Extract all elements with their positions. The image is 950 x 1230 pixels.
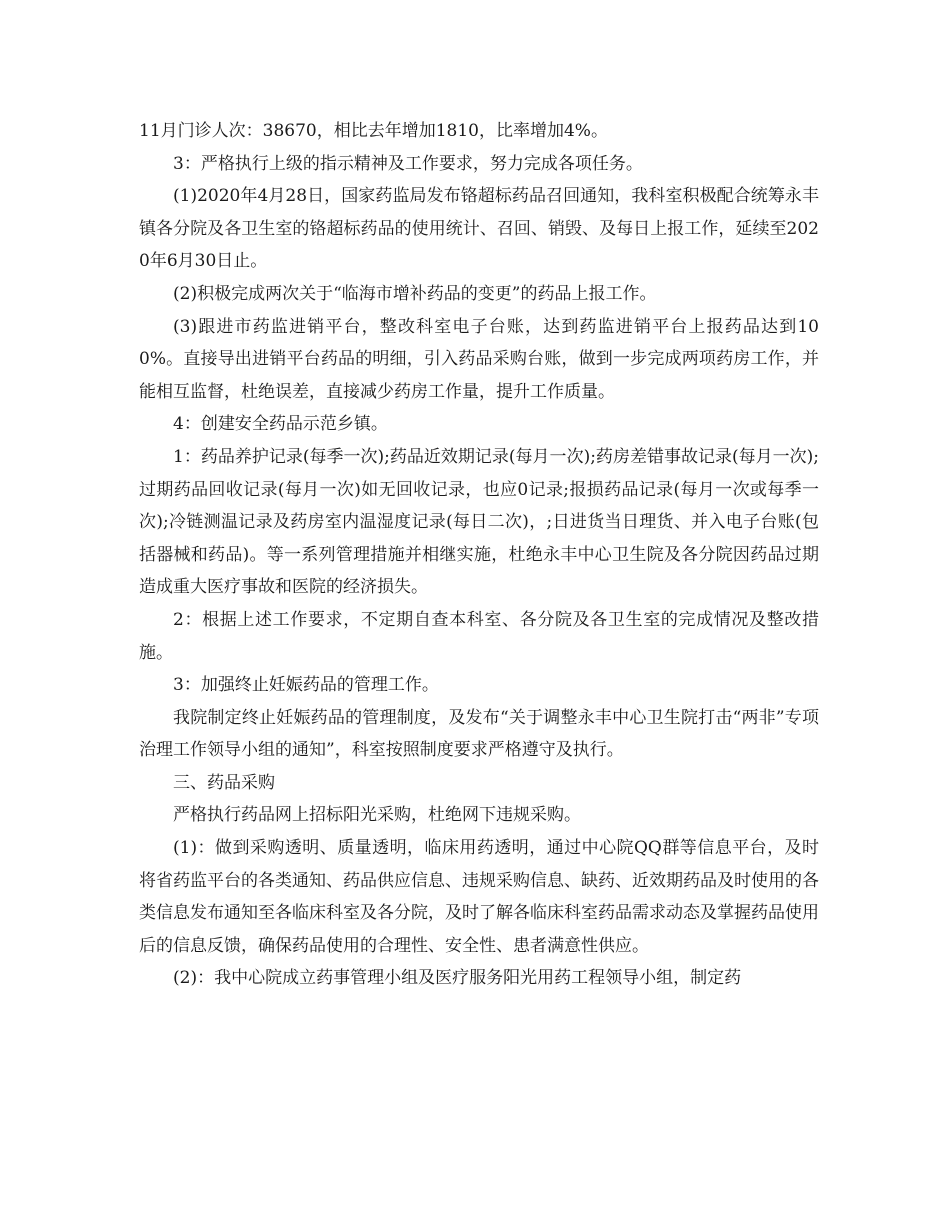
paragraph-management-group: (2)：我中心院成立药事管理小组及医疗服务阳光用药工程领导小组，制定药 bbox=[173, 968, 742, 989]
section-heading-procurement: 三、药品采购 bbox=[173, 772, 275, 793]
document-body bbox=[139, 115, 819, 995]
paragraph-management-system: 我院制定终止妊娠药品的管理制度，及发布“关于调整永丰中心卫生院打击“两非”专项治理工作领导小组的通知”，科室按照制度要求严格遵守及执行。 bbox=[139, 707, 819, 761]
paragraph-pregnancy-termination: 3：加强终止妊娠药品的管理工作。 bbox=[173, 675, 439, 696]
paragraph-self-inspection: 2：根据上述工作要求，不定期自查本科室、各分院及各卫生室的完成情况及整改措施。 bbox=[139, 609, 819, 663]
paragraph-transparency: (1)：做到采购透明、质量透明，临床用药透明，通过中心院QQ群等信息平台，及时将省药监平台的各类通知、药品供应信息、违规采购信息、缺药、近效期药品及时使用的各类信息发布通知至各临床科室及各分院，及时了解各临床科室药品需求动态及掌握药品使用后的信息反馈，确保药品使用的合理性、安全性、患者满意性供应。 bbox=[139, 838, 819, 956]
paragraph-item-3-instructions: 3：严格执行上级的指示精神及工作要求，努力完成各项任务。 bbox=[173, 153, 643, 174]
paragraph-item-4-safe-township: 4：创建安全药品示范乡镇。 bbox=[173, 414, 388, 435]
paragraph-outpatient-visits: 11月门诊人次：38670，相比去年增加1810，比率增加4%。 bbox=[139, 121, 608, 141]
paragraph-sales-platform: (3)跟进市药监进销平台，整改科室电子台账，达到药监进销平台上报药品达到100%。直接导出进销平台药品的明细，引入药品采购台账，做到一步完成两项药房工作，并能相互监督，杜绝误差，直接减少药房工作量，提升工作质量。 bbox=[139, 316, 819, 402]
paragraph-linhai-supplement: (2)积极完成两次关于“临海市增补药品的变更”的药品上报工作。 bbox=[173, 283, 657, 304]
paragraph-drug-records: 1：药品养护记录(每季一次);药品近效期记录(每月一次);药房差错事故记录(每月一次);过期药品回收记录(每月一次)如无回收记录，也应0记录;报损药品记录(每月一次或每季一次);冷链测温记录及药房室内温湿度记录(每日二次)，;日进货当日理货、并入电子台账(包括器械和药品)。等一系列管理措施并相继实施，杜绝永丰中心卫生院及各分院因药品过期造成重大医疗事故和医院的经济损失。 bbox=[139, 446, 819, 598]
paragraph-chromium-recall: (1)2020年4月28日，国家药监局发布铬超标药品召回通知，我科室积极配合统筹永丰镇各分院及各卫生室的铬超标药品的使用统计、召回、销毁、及每日上报工作，延续至2020年6月30日止。 bbox=[139, 186, 819, 272]
paragraph-online-procurement: 严格执行药品网上招标阳光采购，杜绝网下违规采购。 bbox=[173, 805, 581, 826]
